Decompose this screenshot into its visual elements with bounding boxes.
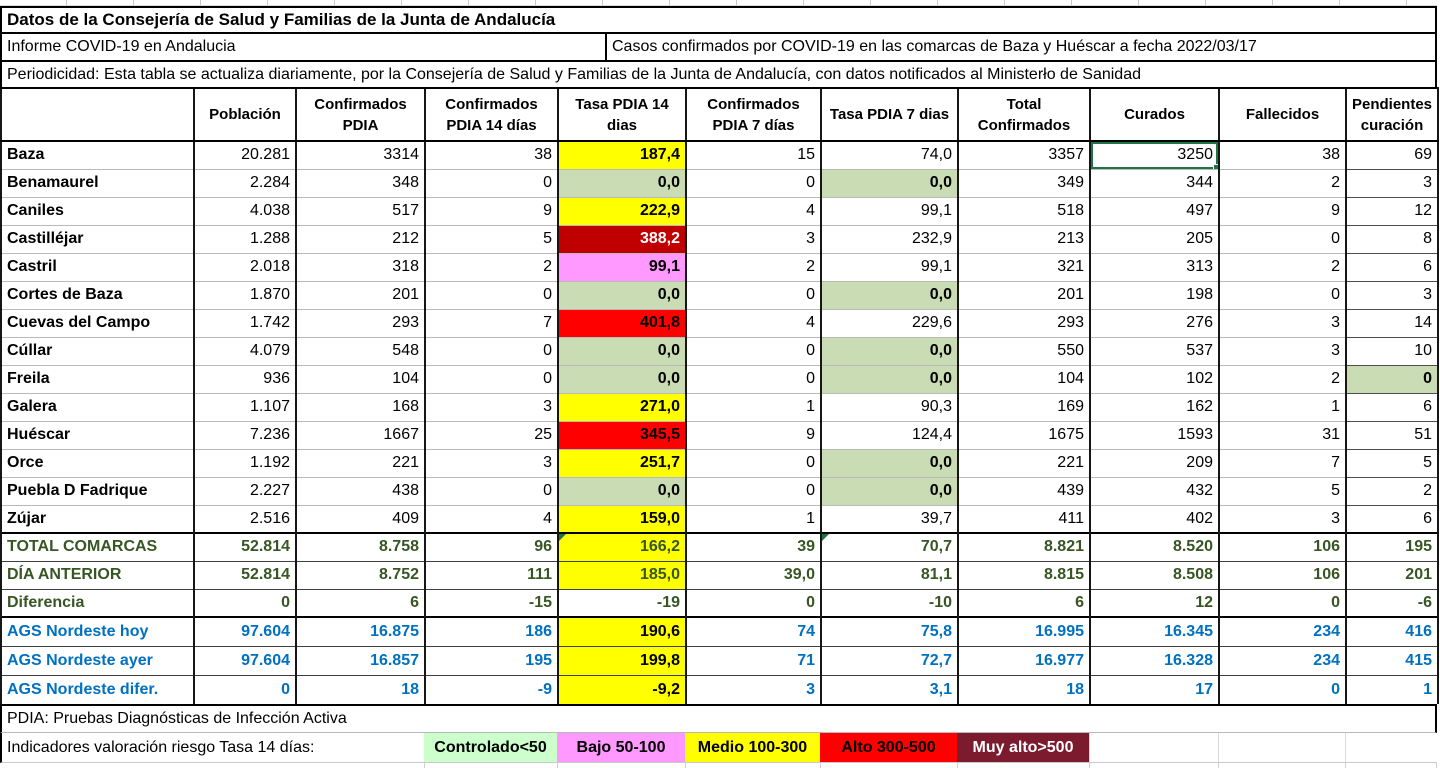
cell-fallecidos[interactable]: 234 <box>1219 646 1346 675</box>
table-row <box>1 646 1438 675</box>
legend-cell-5[interactable]: Muy alto>500 <box>957 733 1089 762</box>
cell-confirmados-pdia-14[interactable]: 195 <box>425 646 558 675</box>
cell-total-confirmados[interactable]: 439 <box>958 477 1090 505</box>
cell-pendientes-curacion[interactable]: 8 <box>1346 225 1438 253</box>
cell-confirmados-pdia-7[interactable]: 0 <box>686 589 821 617</box>
cases-label-cell[interactable] <box>607 34 1435 60</box>
row-label[interactable]: TOTAL COMARCAS <box>1 533 194 561</box>
table-row <box>1 561 1438 589</box>
cell-tasa-pdia-14[interactable]: 401,8 <box>558 309 686 337</box>
cell-fallecidos[interactable]: 0 <box>1219 225 1346 253</box>
cell-confirmados-pdia-14[interactable]: 5 <box>425 225 558 253</box>
cell-pendientes-curacion[interactable]: 416 <box>1346 617 1438 646</box>
cell-confirmados-pdia[interactable]: 409 <box>296 505 425 533</box>
cell-total-confirmados[interactable]: 201 <box>958 281 1090 309</box>
row-label[interactable]: AGS Nordeste hoy <box>1 617 194 646</box>
column-header-confirmados-pdia-7[interactable]: Confirmados PDIA 7 días <box>686 88 821 141</box>
cell-pendientes-curacion[interactable]: 12 <box>1346 197 1438 225</box>
table-row <box>1 533 1438 561</box>
cell-tasa-pdia-7[interactable]: 0,0 <box>821 477 958 505</box>
cell-confirmados-pdia-14[interactable]: -15 <box>425 589 558 617</box>
cell-curados[interactable]: 16.328 <box>1090 646 1219 675</box>
cell-curados[interactable]: 209 <box>1090 449 1219 477</box>
selection-fill-handle[interactable] <box>1213 164 1219 170</box>
cell-confirmados-pdia[interactable]: 8.752 <box>296 561 425 589</box>
cell-tasa-pdia-7[interactable]: 229,6 <box>821 309 958 337</box>
cell-total-confirmados[interactable]: 321 <box>958 253 1090 281</box>
cell-confirmados-pdia[interactable]: 18 <box>296 675 425 704</box>
cell-tasa-pdia-7[interactable]: 0,0 <box>821 337 958 365</box>
legend-cell-3[interactable]: Medio 100-300 <box>685 733 820 762</box>
cell-confirmados-pdia[interactable]: 201 <box>296 281 425 309</box>
cell-total-confirmados[interactable]: 349 <box>958 169 1090 197</box>
cell-pendientes-curacion[interactable]: 6 <box>1346 505 1438 533</box>
cell-curados[interactable]: 12 <box>1090 589 1219 617</box>
cell-tasa-pdia-14[interactable]: 190,6 <box>558 617 686 646</box>
cell-confirmados-pdia-14[interactable]: 38 <box>425 141 558 169</box>
cell-pendientes-curacion[interactable]: 3 <box>1346 281 1438 309</box>
legend-empty-cell[interactable] <box>1218 733 1345 762</box>
cell-fallecidos[interactable]: 1 <box>1219 393 1346 421</box>
cell-pendientes-curacion[interactable]: 69 <box>1346 141 1438 169</box>
cell-tasa-pdia-7[interactable]: 99,1 <box>821 197 958 225</box>
cell-confirmados-pdia-7[interactable]: 0 <box>686 477 821 505</box>
cell-total-confirmados[interactable]: 518 <box>958 197 1090 225</box>
row-label[interactable]: Orce <box>1 449 194 477</box>
cell-confirmados-pdia-7[interactable]: 1 <box>686 393 821 421</box>
cell-tasa-pdia-7[interactable]: 90,3 <box>821 393 958 421</box>
municipality-rows <box>1 141 1438 533</box>
table-row <box>1 253 1438 281</box>
cell-confirmados-pdia-14[interactable]: 111 <box>425 561 558 589</box>
cell-fallecidos[interactable]: 3 <box>1219 505 1346 533</box>
column-header-tasa-pdia-7[interactable]: Tasa PDIA 7 dias <box>821 88 958 141</box>
cell-tasa-pdia-7[interactable]: 75,8 <box>821 617 958 646</box>
totals-rows <box>1 533 1438 617</box>
cell-fallecidos[interactable]: 0 <box>1219 675 1346 704</box>
legend-label-cell[interactable] <box>2 733 424 762</box>
cell-pendientes-curacion[interactable]: 51 <box>1346 421 1438 449</box>
spreadsheet-bottom-gridlines <box>0 763 1437 768</box>
column-header-confirmados-pdia[interactable]: Confirmados PDIA <box>296 88 425 141</box>
cell-curados[interactable]: 1593 <box>1090 421 1219 449</box>
cell-tasa-pdia-14[interactable]: 222,9 <box>558 197 686 225</box>
legend-cell-4[interactable]: Alto 300-500 <box>820 733 957 762</box>
cell-confirmados-pdia-14[interactable]: 3 <box>425 449 558 477</box>
table-row <box>1 675 1438 704</box>
row-label[interactable]: Cúllar <box>1 337 194 365</box>
cell-confirmados-pdia-14[interactable]: 96 <box>425 533 558 561</box>
cell-confirmados-pdia[interactable]: 212 <box>296 225 425 253</box>
cell-confirmados-pdia-14[interactable]: 25 <box>425 421 558 449</box>
cell-poblacion[interactable]: 2.227 <box>194 477 296 505</box>
cell-pendientes-curacion[interactable]: 14 <box>1346 309 1438 337</box>
cell-poblacion[interactable]: 20.281 <box>194 141 296 169</box>
cell-confirmados-pdia[interactable]: 6 <box>296 589 425 617</box>
table-row <box>1 393 1438 421</box>
cell-confirmados-pdia[interactable]: 16.875 <box>296 617 425 646</box>
table-row <box>1 589 1438 617</box>
cell-pendientes-curacion[interactable]: 1 <box>1346 675 1438 704</box>
cell-poblacion[interactable]: 1.742 <box>194 309 296 337</box>
cell-tasa-pdia-14[interactable]: 0,0 <box>558 337 686 365</box>
cell-tasa-pdia-7[interactable]: 39,7 <box>821 505 958 533</box>
cell-confirmados-pdia-7[interactable]: 4 <box>686 309 821 337</box>
cell-confirmados-pdia-7[interactable]: 39,0 <box>686 561 821 589</box>
cell-tasa-pdia-14[interactable]: 271,0 <box>558 393 686 421</box>
cell-fallecidos[interactable]: 38 <box>1219 141 1346 169</box>
row-label[interactable]: Castril <box>1 253 194 281</box>
cell-tasa-pdia-7[interactable]: 0,0 <box>821 281 958 309</box>
cell-curados[interactable]: 537 <box>1090 337 1219 365</box>
row-label[interactable]: Freila <box>1 365 194 393</box>
cell-total-confirmados[interactable]: 104 <box>958 365 1090 393</box>
sheet-title: Datos de la Consejería de Salud y Familias de la Junta de Andalucía <box>7 10 556 29</box>
cell-confirmados-pdia-14[interactable]: 186 <box>425 617 558 646</box>
cell-tasa-pdia-14[interactable]: 345,5 <box>558 421 686 449</box>
cell-poblacion[interactable]: 4.079 <box>194 337 296 365</box>
cell-total-confirmados[interactable]: 18 <box>958 675 1090 704</box>
cell-pendientes-curacion[interactable]: 10 <box>1346 337 1438 365</box>
row-label[interactable]: Huéscar <box>1 421 194 449</box>
table-row <box>1 505 1438 533</box>
cell-pendientes-curacion[interactable]: 415 <box>1346 646 1438 675</box>
cell-poblacion[interactable]: 0 <box>194 589 296 617</box>
legend-cell-1[interactable]: Controlado<50 <box>424 733 557 762</box>
cell-tasa-pdia-7[interactable]: 232,9 <box>821 225 958 253</box>
row-label[interactable]: Cuevas del Campo <box>1 309 194 337</box>
cell-poblacion[interactable]: 1.288 <box>194 225 296 253</box>
cell-poblacion[interactable]: 1.870 <box>194 281 296 309</box>
cell-confirmados-pdia[interactable]: 517 <box>296 197 425 225</box>
cell-fallecidos[interactable]: 234 <box>1219 617 1346 646</box>
cell-total-confirmados[interactable]: 16.995 <box>958 617 1090 646</box>
table-row <box>1 309 1438 337</box>
cell-curados[interactable]: 402 <box>1090 505 1219 533</box>
cell-confirmados-pdia[interactable]: 438 <box>296 477 425 505</box>
cell-total-confirmados[interactable]: 8.815 <box>958 561 1090 589</box>
cell-confirmados-pdia[interactable]: 8.758 <box>296 533 425 561</box>
cell-tasa-pdia-14[interactable]: -9,2 <box>558 675 686 704</box>
cell-poblacion[interactable]: 7.236 <box>194 421 296 449</box>
cell-confirmados-pdia-7[interactable]: 1 <box>686 505 821 533</box>
column-header-curados[interactable]: Curados <box>1090 88 1219 141</box>
cell-confirmados-pdia-14[interactable]: 0 <box>425 477 558 505</box>
cell-confirmados-pdia-7[interactable]: 4 <box>686 197 821 225</box>
cell-total-confirmados[interactable]: 169 <box>958 393 1090 421</box>
table-row <box>1 477 1438 505</box>
cell-confirmados-pdia[interactable]: 548 <box>296 337 425 365</box>
cell-poblacion[interactable]: 1.107 <box>194 393 296 421</box>
cell-poblacion[interactable]: 97.604 <box>194 646 296 675</box>
column-header-pendientes[interactable]: Pendientes curación <box>1346 88 1438 141</box>
pdia-footnote: PDIA: Pruebas Diagnósticas de Infección Activa <box>7 710 347 727</box>
row-label[interactable]: Cortes de Baza <box>1 281 194 309</box>
table-row <box>1 197 1438 225</box>
cell-confirmados-pdia-14[interactable]: 7 <box>425 309 558 337</box>
ags-rows <box>1 617 1438 704</box>
cell-tasa-pdia-14[interactable]: 388,2 <box>558 225 686 253</box>
cell-confirmados-pdia-14[interactable]: 0 <box>425 281 558 309</box>
table-row <box>1 449 1438 477</box>
row-label[interactable]: AGS Nordeste difer. <box>1 675 194 704</box>
cell-curados[interactable]: 276 <box>1090 309 1219 337</box>
cell-tasa-pdia-14[interactable]: 0,0 <box>558 477 686 505</box>
cell-confirmados-pdia[interactable]: 168 <box>296 393 425 421</box>
cell-confirmados-pdia-14[interactable]: 2 <box>425 253 558 281</box>
cell-fallecidos[interactable]: 106 <box>1219 561 1346 589</box>
cell-poblacion[interactable]: 52.814 <box>194 561 296 589</box>
cell-curados[interactable]: 198 <box>1090 281 1219 309</box>
cell-fallecidos[interactable]: 0 <box>1219 281 1346 309</box>
cell-confirmados-pdia-14[interactable]: -9 <box>425 675 558 704</box>
cell-pendientes-curacion[interactable]: 201 <box>1346 561 1438 589</box>
column-header-tasa-pdia-14[interactable]: Tasa PDIA 14 dias <box>558 88 686 141</box>
risk-legend-row <box>0 733 1437 763</box>
sheet-title-cell[interactable] <box>0 6 1437 32</box>
cell-curados[interactable]: 3250 <box>1090 141 1219 169</box>
cell-curados[interactable]: 205 <box>1090 225 1219 253</box>
cell-fallecidos[interactable]: 2 <box>1219 253 1346 281</box>
cell-pendientes-curacion[interactable]: 2 <box>1346 477 1438 505</box>
cell-confirmados-pdia-7[interactable]: 0 <box>686 449 821 477</box>
cell-confirmados-pdia-14[interactable]: 0 <box>425 337 558 365</box>
cell-fallecidos[interactable]: 2 <box>1219 365 1346 393</box>
cell-total-confirmados[interactable]: 411 <box>958 505 1090 533</box>
cell-fallecidos[interactable]: 2 <box>1219 169 1346 197</box>
cell-confirmados-pdia[interactable]: 293 <box>296 309 425 337</box>
legend-empty-cell[interactable] <box>1345 733 1437 762</box>
cell-fallecidos[interactable]: 31 <box>1219 421 1346 449</box>
cell-total-confirmados[interactable]: 16.977 <box>958 646 1090 675</box>
cell-curados[interactable]: 432 <box>1090 477 1219 505</box>
cell-confirmados-pdia-7[interactable]: 9 <box>686 421 821 449</box>
cell-tasa-pdia-7[interactable]: 72,7 <box>821 646 958 675</box>
column-header-fallecidos[interactable]: Fallecidos <box>1219 88 1346 141</box>
cell-confirmados-pdia-14[interactable]: 0 <box>425 365 558 393</box>
cell-poblacion[interactable]: 2.018 <box>194 253 296 281</box>
cell-curados[interactable]: 102 <box>1090 365 1219 393</box>
cell-pendientes-curacion[interactable]: 0 <box>1346 365 1438 393</box>
subtitle-row <box>0 32 1437 60</box>
table-row <box>1 169 1438 197</box>
cell-confirmados-pdia-7[interactable]: 74 <box>686 617 821 646</box>
column-header-total-confirmados[interactable]: Total Confirmados <box>958 88 1090 141</box>
cell-curados[interactable]: 8.520 <box>1090 533 1219 561</box>
cell-curados[interactable]: 497 <box>1090 197 1219 225</box>
report-label: Informe COVID-19 en Andalucia <box>7 38 236 55</box>
cell-tasa-pdia-7[interactable]: -10 <box>821 589 958 617</box>
cell-poblacion[interactable]: 936 <box>194 365 296 393</box>
cell-poblacion[interactable]: 4.038 <box>194 197 296 225</box>
row-label[interactable]: DÍA ANTERIOR <box>1 561 194 589</box>
cases-label: Casos confirmados por COVID-19 en las comarcas de Baza y Huéscar a fecha 2022/03/17 <box>612 38 1257 55</box>
table-row <box>1 421 1438 449</box>
cell-tasa-pdia-7[interactable]: 81,1 <box>821 561 958 589</box>
cell-fallecidos[interactable]: 106 <box>1219 533 1346 561</box>
cell-poblacion[interactable]: 1.192 <box>194 449 296 477</box>
cell-confirmados-pdia[interactable]: 1667 <box>296 421 425 449</box>
legend-cell-2[interactable]: Bajo 50-100 <box>557 733 685 762</box>
cell-confirmados-pdia-7[interactable]: 15 <box>686 141 821 169</box>
cell-pendientes-curacion[interactable]: 6 <box>1346 253 1438 281</box>
cell-confirmados-pdia-14[interactable]: 3 <box>425 393 558 421</box>
row-label[interactable]: Castilléjar <box>1 225 194 253</box>
column-header-poblacion[interactable]: Población <box>194 88 296 141</box>
cell-tasa-pdia-14[interactable]: 187,4 <box>558 141 686 169</box>
cell-tasa-pdia-7[interactable]: 124,4 <box>821 421 958 449</box>
cell-pendientes-curacion[interactable]: 3 <box>1346 169 1438 197</box>
table-row <box>1 141 1438 169</box>
table-row <box>1 225 1438 253</box>
cell-total-confirmados[interactable]: 293 <box>958 309 1090 337</box>
cell-tasa-pdia-14[interactable]: 99,1 <box>558 253 686 281</box>
cell-tasa-pdia-14[interactable]: 0,0 <box>558 281 686 309</box>
cell-tasa-pdia-7[interactable]: 3,1 <box>821 675 958 704</box>
periodicity-cell[interactable] <box>0 60 1437 87</box>
cell-confirmados-pdia-14[interactable]: 4 <box>425 505 558 533</box>
cell-tasa-pdia-7[interactable]: 99,1 <box>821 253 958 281</box>
cell-confirmados-pdia[interactable]: 104 <box>296 365 425 393</box>
row-label[interactable]: Baza <box>1 141 194 169</box>
cell-fallecidos[interactable]: 0 <box>1219 589 1346 617</box>
covid-data-table <box>0 87 1439 704</box>
cell-confirmados-pdia-7[interactable]: 71 <box>686 646 821 675</box>
legend-empty-cell[interactable] <box>1089 733 1218 762</box>
cell-confirmados-pdia-7[interactable]: 0 <box>686 365 821 393</box>
cell-pendientes-curacion[interactable]: 5 <box>1346 449 1438 477</box>
cell-tasa-pdia-14[interactable]: 251,7 <box>558 449 686 477</box>
cell-tasa-pdia-7[interactable]: 0,0 <box>821 449 958 477</box>
legend-label: Indicadores valoración riesgo Tasa 14 días: <box>7 738 315 756</box>
cell-curados[interactable]: 162 <box>1090 393 1219 421</box>
cell-confirmados-pdia-7[interactable]: 0 <box>686 337 821 365</box>
cell-fallecidos[interactable]: 7 <box>1219 449 1346 477</box>
row-label[interactable]: Caniles <box>1 197 194 225</box>
cell-total-confirmados[interactable]: 550 <box>958 337 1090 365</box>
row-label[interactable]: Benamaurel <box>1 169 194 197</box>
cell-confirmados-pdia[interactable]: 348 <box>296 169 425 197</box>
row-label[interactable]: Galera <box>1 393 194 421</box>
cell-curados[interactable]: 313 <box>1090 253 1219 281</box>
cell-tasa-pdia-7[interactable]: 0,0 <box>821 169 958 197</box>
cell-confirmados-pdia[interactable]: 16.857 <box>296 646 425 675</box>
cell-confirmados-pdia-7[interactable]: 0 <box>686 281 821 309</box>
cell-tasa-pdia-7[interactable]: 74,0 <box>821 141 958 169</box>
cell-tasa-pdia-14[interactable]: -19 <box>558 589 686 617</box>
cell-tasa-pdia-14[interactable]: 199,8 <box>558 646 686 675</box>
cell-tasa-pdia-14[interactable]: 0,0 <box>558 169 686 197</box>
cell-confirmados-pdia-7[interactable]: 3 <box>686 225 821 253</box>
cell-confirmados-pdia[interactable]: 3314 <box>296 141 425 169</box>
cell-tasa-pdia-7[interactable]: 70,7 <box>821 533 958 561</box>
cell-fallecidos[interactable]: 3 <box>1219 309 1346 337</box>
row-label[interactable]: Puebla D Fadrique <box>1 477 194 505</box>
cell-poblacion[interactable]: 2.516 <box>194 505 296 533</box>
cell-total-confirmados[interactable]: 1675 <box>958 421 1090 449</box>
cell-poblacion[interactable]: 0 <box>194 675 296 704</box>
cell-confirmados-pdia[interactable]: 221 <box>296 449 425 477</box>
cell-pendientes-curacion[interactable]: 6 <box>1346 393 1438 421</box>
periodicity-text: Periodicidad: Esta tabla se actualiza diariamente, por la Consejería de Salud y Familias de la Junta de Andalucía, con datos notificados al Ministerło de Sanidad <box>7 65 1141 83</box>
row-label[interactable]: Diferencia <box>1 589 194 617</box>
cell-confirmados-pdia[interactable]: 318 <box>296 253 425 281</box>
table-row <box>1 617 1438 646</box>
cell-curados[interactable]: 8.508 <box>1090 561 1219 589</box>
cell-fallecidos[interactable]: 5 <box>1219 477 1346 505</box>
cell-confirmados-pdia-14[interactable]: 9 <box>425 197 558 225</box>
column-header-blank[interactable] <box>1 88 194 141</box>
cell-tasa-pdia-14[interactable]: 185,0 <box>558 561 686 589</box>
cell-poblacion[interactable]: 2.284 <box>194 169 296 197</box>
cell-fallecidos[interactable]: 3 <box>1219 337 1346 365</box>
column-header-confirmados-pdia-14[interactable]: Confirmados PDIA 14 días <box>425 88 558 141</box>
cell-total-confirmados[interactable]: 213 <box>958 225 1090 253</box>
cell-curados[interactable]: 16.345 <box>1090 617 1219 646</box>
cell-total-confirmados[interactable]: 6 <box>958 589 1090 617</box>
cell-total-confirmados[interactable]: 221 <box>958 449 1090 477</box>
cell-confirmados-pdia-7[interactable]: 2 <box>686 253 821 281</box>
cell-pendientes-curacion[interactable]: -6 <box>1346 589 1438 617</box>
table-row <box>1 365 1438 393</box>
cell-curados[interactable]: 344 <box>1090 169 1219 197</box>
pdia-footnote-cell[interactable] <box>0 704 1437 733</box>
cell-tasa-pdia-14[interactable]: 0,0 <box>558 365 686 393</box>
header-row <box>1 88 1438 141</box>
cell-confirmados-pdia-7[interactable]: 0 <box>686 169 821 197</box>
report-label-cell[interactable] <box>2 34 607 60</box>
cell-fallecidos[interactable]: 9 <box>1219 197 1346 225</box>
cell-total-confirmados[interactable]: 8.821 <box>958 533 1090 561</box>
table-row <box>1 337 1438 365</box>
row-label[interactable]: AGS Nordeste ayer <box>1 646 194 675</box>
cell-poblacion[interactable]: 52.814 <box>194 533 296 561</box>
cell-poblacion[interactable]: 97.604 <box>194 617 296 646</box>
cell-total-confirmados[interactable]: 3357 <box>958 141 1090 169</box>
cell-confirmados-pdia-14[interactable]: 0 <box>425 169 558 197</box>
cell-curados[interactable]: 17 <box>1090 675 1219 704</box>
cell-pendientes-curacion[interactable]: 195 <box>1346 533 1438 561</box>
row-label[interactable]: Zújar <box>1 505 194 533</box>
cell-tasa-pdia-7[interactable]: 0,0 <box>821 365 958 393</box>
cell-confirmados-pdia-7[interactable]: 3 <box>686 675 821 704</box>
cell-tasa-pdia-14[interactable]: 159,0 <box>558 505 686 533</box>
cell-tasa-pdia-14[interactable]: 166,2 <box>558 533 686 561</box>
table-row <box>1 281 1438 309</box>
cell-confirmados-pdia-7[interactable]: 39 <box>686 533 821 561</box>
